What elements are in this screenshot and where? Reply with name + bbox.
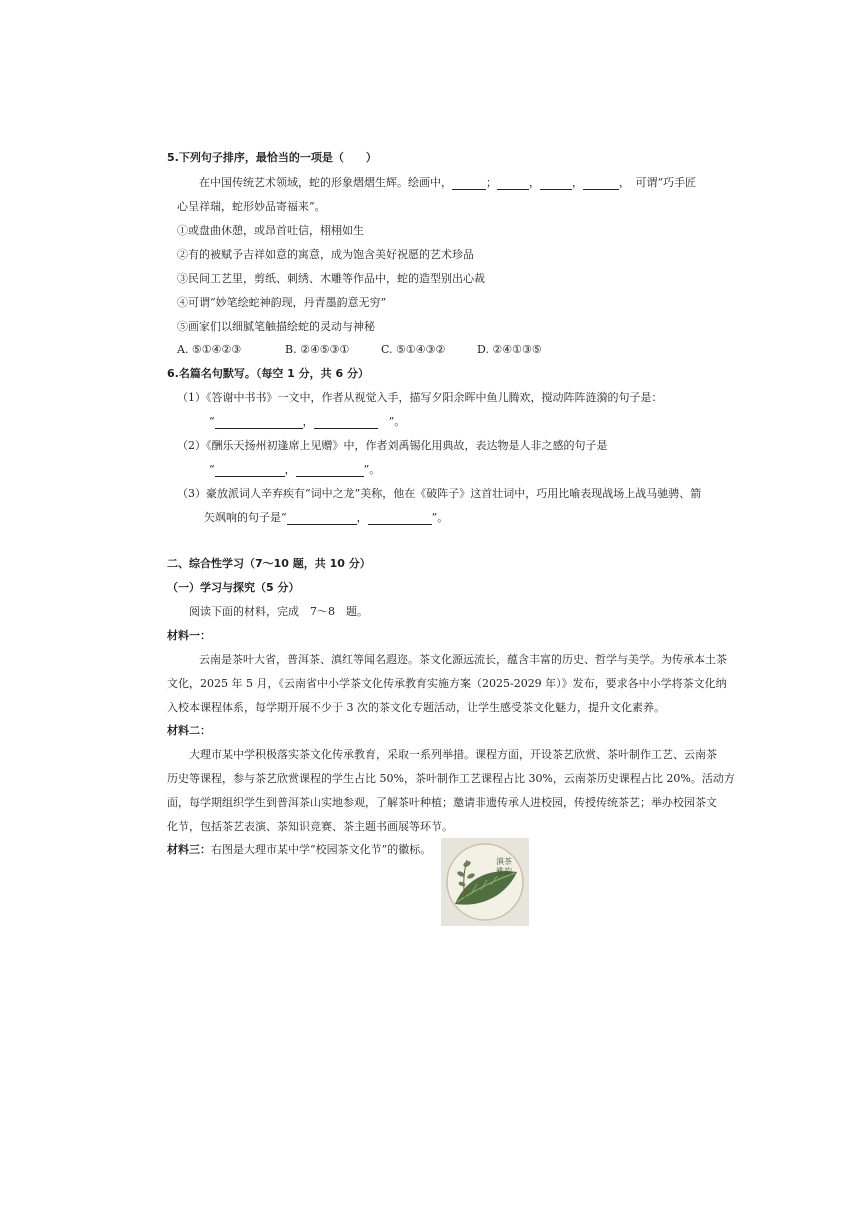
q5-item-1: ①或盘曲休憩，或昂首吐信，栩栩如生 bbox=[177, 224, 364, 237]
tea-festival-badge bbox=[441, 838, 529, 926]
q6-sub-3: （3）豪放派词人辛弃疾有“词中之龙”美称，他在《破阵子》这首壮词中，巧用比喻表现战场上战马驰骋、箭 bbox=[177, 487, 702, 500]
material-3-text: 右图是大理市某中学“校园茶文化节”的徽标。 bbox=[211, 843, 432, 856]
q6-blank-1b[interactable] bbox=[314, 417, 378, 429]
material-3-label: 材料三： bbox=[167, 843, 211, 856]
q5-item-3: ③民间工艺里，剪纸、刺绣、木雕等作品中，蛇的造型别出心裁 bbox=[177, 272, 485, 285]
material-3-line bbox=[167, 843, 431, 857]
q6-sub-2: （2）《酬乐天扬州初逢席上见赠》中，作者刘禹锡化用典故，表达物是人非之感的句子是 bbox=[177, 439, 608, 452]
material-2-line-4: 化节，包括茶艺表演、茶知识竞赛、茶主题书画展等环节。 bbox=[167, 820, 453, 833]
q6-title: 6.名篇名句默写。（每空 1 分，共 6 分） bbox=[167, 367, 369, 380]
badge-text-2: 雅韵 bbox=[496, 867, 512, 876]
q6-blank-3b[interactable] bbox=[368, 513, 432, 525]
q5-blank-4[interactable] bbox=[583, 178, 619, 190]
q6-blank-2b[interactable] bbox=[296, 465, 364, 477]
q5-option-b[interactable]: B. ②④⑤③① bbox=[285, 343, 350, 356]
material-1-line-1: 云南是茶叶大省，普洱茶、滇红等闻名遐迩。茶文化源远流长，蕴含丰富的历史、哲学与美学。为传承本土茶 bbox=[199, 653, 727, 666]
q5-item-5: ⑤画家们以细腻笔触描绘蛇的灵动与神秘 bbox=[177, 320, 375, 333]
q6-answer-2: “ ， ”。 bbox=[209, 463, 381, 476]
q5-option-a[interactable]: A. ⑤①④②③ bbox=[177, 343, 242, 356]
material-1-label: 材料一： bbox=[167, 629, 211, 642]
material-2-label: 材料二： bbox=[167, 724, 211, 737]
material-2-line-3: 面，每学期组织学生到普洱茶山实地参观，了解茶叶种植；邀请非遗传承人进校园，传授传统茶艺；举办校园茶文 bbox=[167, 796, 717, 809]
material-1-line-2: 文化，2025 年 5 月，《云南省中小学茶文化传承教育实施方案（2025-2029 年）》发布，要求各中小学将茶文化纳 bbox=[167, 677, 727, 690]
q5-option-c[interactable]: C. ⑤①④③② bbox=[381, 343, 446, 356]
q6-blank-3a[interactable] bbox=[287, 513, 357, 525]
q5-item-2: ②有的被赋予吉祥如意的寓意，成为饱含美好祝愿的艺术珍品 bbox=[177, 248, 474, 261]
q5-option-d[interactable]: D. ②④①③⑤ bbox=[477, 343, 542, 356]
section-2-subtitle: （一）学习与探究（5 分） bbox=[167, 581, 300, 594]
q6-blank-1a[interactable] bbox=[215, 417, 303, 429]
q5-stem-line2: 心呈祥瑞，蛇形妙品寄福来”。 bbox=[177, 200, 326, 213]
q5-blank-3[interactable] bbox=[540, 178, 572, 190]
badge-text-1: 滇茶 bbox=[496, 857, 512, 866]
material-1-line-3: 入校本课程体系，每学期开展不少于 3 次的茶文化专题活动，让学生感受茶文化魅力，提升文化素养。 bbox=[167, 701, 665, 714]
tea-leaf-badge-icon bbox=[441, 838, 529, 926]
q5-blank-2[interactable] bbox=[497, 178, 529, 190]
q5-blank-1[interactable] bbox=[452, 178, 486, 190]
section-2-intro: 阅读下面的材料，完成 7～8 题。 bbox=[189, 605, 368, 618]
q6-sub-1: （1）《答谢中书书》一文中，作者从视觉入手，描写夕阳余晖中鱼儿腾欢，搅动阵阵涟漪的句子是： bbox=[177, 391, 663, 404]
q5-stem-line1: 在中国传统艺术领域，蛇的形象熠熠生辉。绘画中， ； ， ， ， 可谓“巧手匠 bbox=[199, 176, 697, 189]
material-2-line-2: 历史等课程，参与茶艺欣赏课程的学生占比 50%，茶叶制作工艺课程占比 30%，云南茶历史课程占比 20%。活动方 bbox=[167, 772, 735, 785]
q5-item-4: ④可谓“妙笔绘蛇神韵现，丹青墨韵意无穷” bbox=[177, 296, 387, 309]
section-2-title: 二、综合性学习（7～10 题，共 10 分） bbox=[167, 557, 371, 570]
material-2-line-1: 大理市某中学积极落实茶文化传承教育，采取一系列举措。课程方面，开设茶艺欣赏、茶叶制作工艺、云南茶 bbox=[189, 748, 717, 761]
q6-answer-3: 矢飒响的句子是“ ， ”。 bbox=[204, 511, 449, 524]
q5-title: 5.下列句子排序，最恰当的一项是（ ） bbox=[167, 151, 377, 164]
q6-answer-1: “ ， ”。 bbox=[209, 415, 406, 428]
q6-blank-2a[interactable] bbox=[215, 465, 285, 477]
